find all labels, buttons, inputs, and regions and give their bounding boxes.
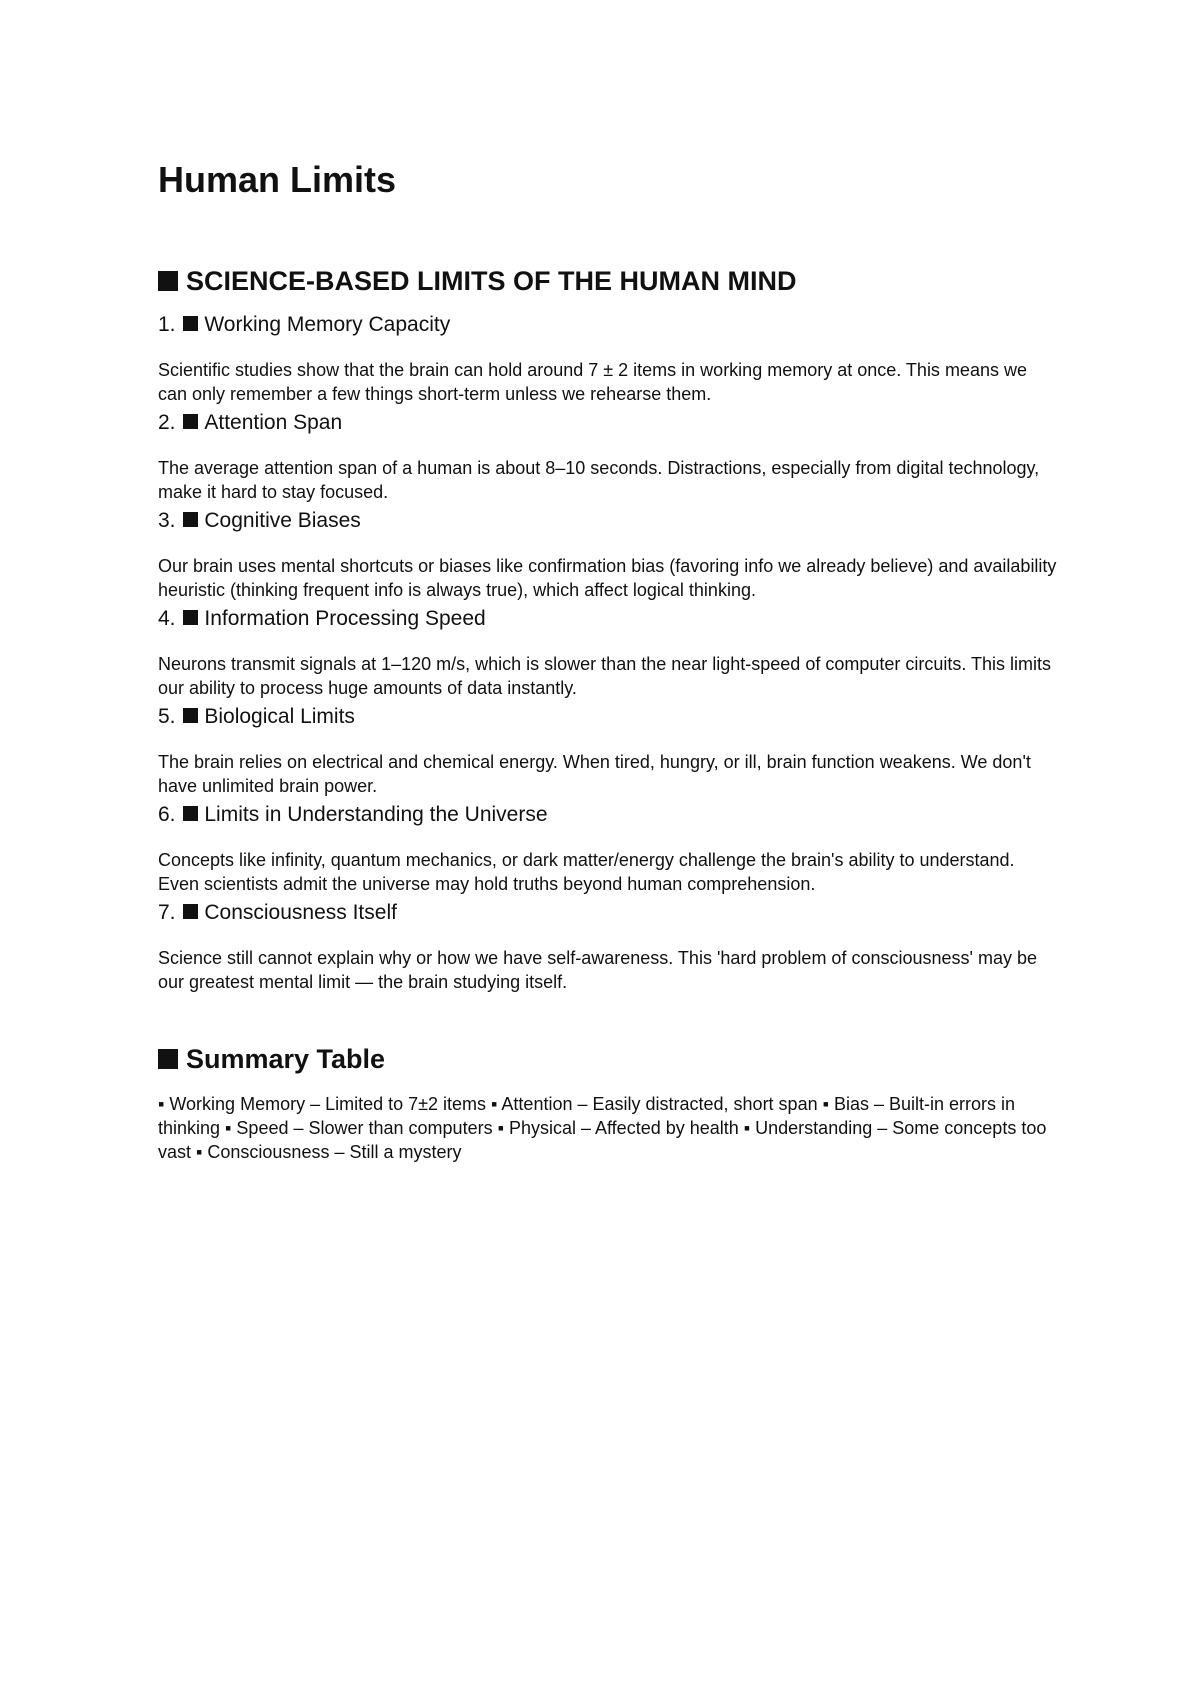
- limit-item-body: Our brain uses mental shortcuts or biases like confirmation bias (favoring info we already believe) and availability heuristic (thinking frequent info is always true), which affect logical thinking.: [158, 556, 1057, 600]
- item-heading-text: Information Processing Speed: [204, 607, 486, 630]
- limit-item-heading: [158, 900, 1058, 926]
- limit-item-1: [158, 312, 1058, 406]
- limit-item-heading: [158, 410, 1058, 436]
- section-heading-text: Summary Table: [186, 1044, 386, 1074]
- document-title: Human Limits: [158, 159, 397, 200]
- limit-item-body: Concepts like infinity, quantum mechanics, or dark matter/energy challenge the brain's ability to understand. Even scientists admit the universe may hold truths beyond human comprehension.: [158, 850, 1015, 894]
- item-number: 4.: [158, 607, 176, 630]
- square-bullet-icon: [158, 271, 178, 291]
- limit-item-heading: [158, 312, 1058, 338]
- limit-item-3: [158, 508, 1058, 602]
- item-number: 5.: [158, 705, 176, 728]
- square-bullet-icon: [183, 904, 198, 919]
- section-heading-text: SCIENCE-BASED LIMITS OF THE HUMAN MIND: [186, 266, 797, 296]
- limit-item-heading: [158, 508, 1058, 534]
- square-bullet-icon: [183, 414, 198, 429]
- item-heading-text: Limits in Understanding the Universe: [204, 803, 548, 826]
- limit-item-2: [158, 410, 1058, 504]
- limit-item-heading: [158, 606, 1058, 632]
- summary-body: ▪ Working Memory – Limited to 7±2 items ▪ Attention – Easily distracted, short span ▪ Bias – Built-in errors in thinking ▪ Speed – Slower than computers ▪ Physical – Affected by health ▪ Understanding – Some concepts too vast ▪ Consciousness – Still a mystery: [158, 1094, 1047, 1162]
- square-bullet-icon: [183, 806, 198, 821]
- item-number: 7.: [158, 901, 176, 924]
- item-heading-text: Working Memory Capacity: [204, 313, 451, 336]
- section-heading-limits: [158, 264, 797, 298]
- limit-item-body: Science still cannot explain why or how we have self-awareness. This 'hard problem of consciousness' may be our greatest mental limit — the brain studying itself.: [158, 948, 1037, 992]
- square-bullet-icon: [183, 610, 198, 625]
- limit-item-4: [158, 606, 1058, 700]
- item-number: 3.: [158, 509, 176, 532]
- limit-item-heading: [158, 704, 1058, 730]
- square-bullet-icon: [183, 708, 198, 723]
- item-heading-text: Attention Span: [204, 411, 343, 434]
- limit-item-body: Neurons transmit signals at 1–120 m/s, which is slower than the near light-speed of computer circuits. This limits our ability to process huge amounts of data instantly.: [158, 654, 1052, 698]
- limit-item-7: [158, 900, 1058, 994]
- limit-item-body: The brain relies on electrical and chemical energy. When tired, hungry, or ill, brain function weakens. We don't have unlimited brain power.: [158, 752, 1031, 796]
- limit-item-5: [158, 704, 1058, 798]
- square-bullet-icon: [183, 512, 198, 527]
- item-heading-text: Cognitive Biases: [204, 509, 361, 532]
- square-bullet-icon: [158, 1049, 178, 1069]
- item-number: 2.: [158, 411, 176, 434]
- limit-item-6: [158, 802, 1058, 896]
- section-heading-summary: [158, 1042, 385, 1076]
- limit-item-body: The average attention span of a human is about 8–10 seconds. Distractions, especially from digital technology, make it hard to stay focused.: [158, 458, 1040, 502]
- item-number: 1.: [158, 313, 176, 336]
- square-bullet-icon: [183, 316, 198, 331]
- limit-item-heading: [158, 802, 1058, 828]
- item-heading-text: Biological Limits: [204, 705, 355, 728]
- item-heading-text: Consciousness Itself: [204, 901, 397, 924]
- item-number: 6.: [158, 803, 176, 826]
- limit-item-body: Scientific studies show that the brain can hold around 7 ± 2 items in working memory at once. This means we can only remember a few things short-term unless we rehearse them.: [158, 360, 1027, 404]
